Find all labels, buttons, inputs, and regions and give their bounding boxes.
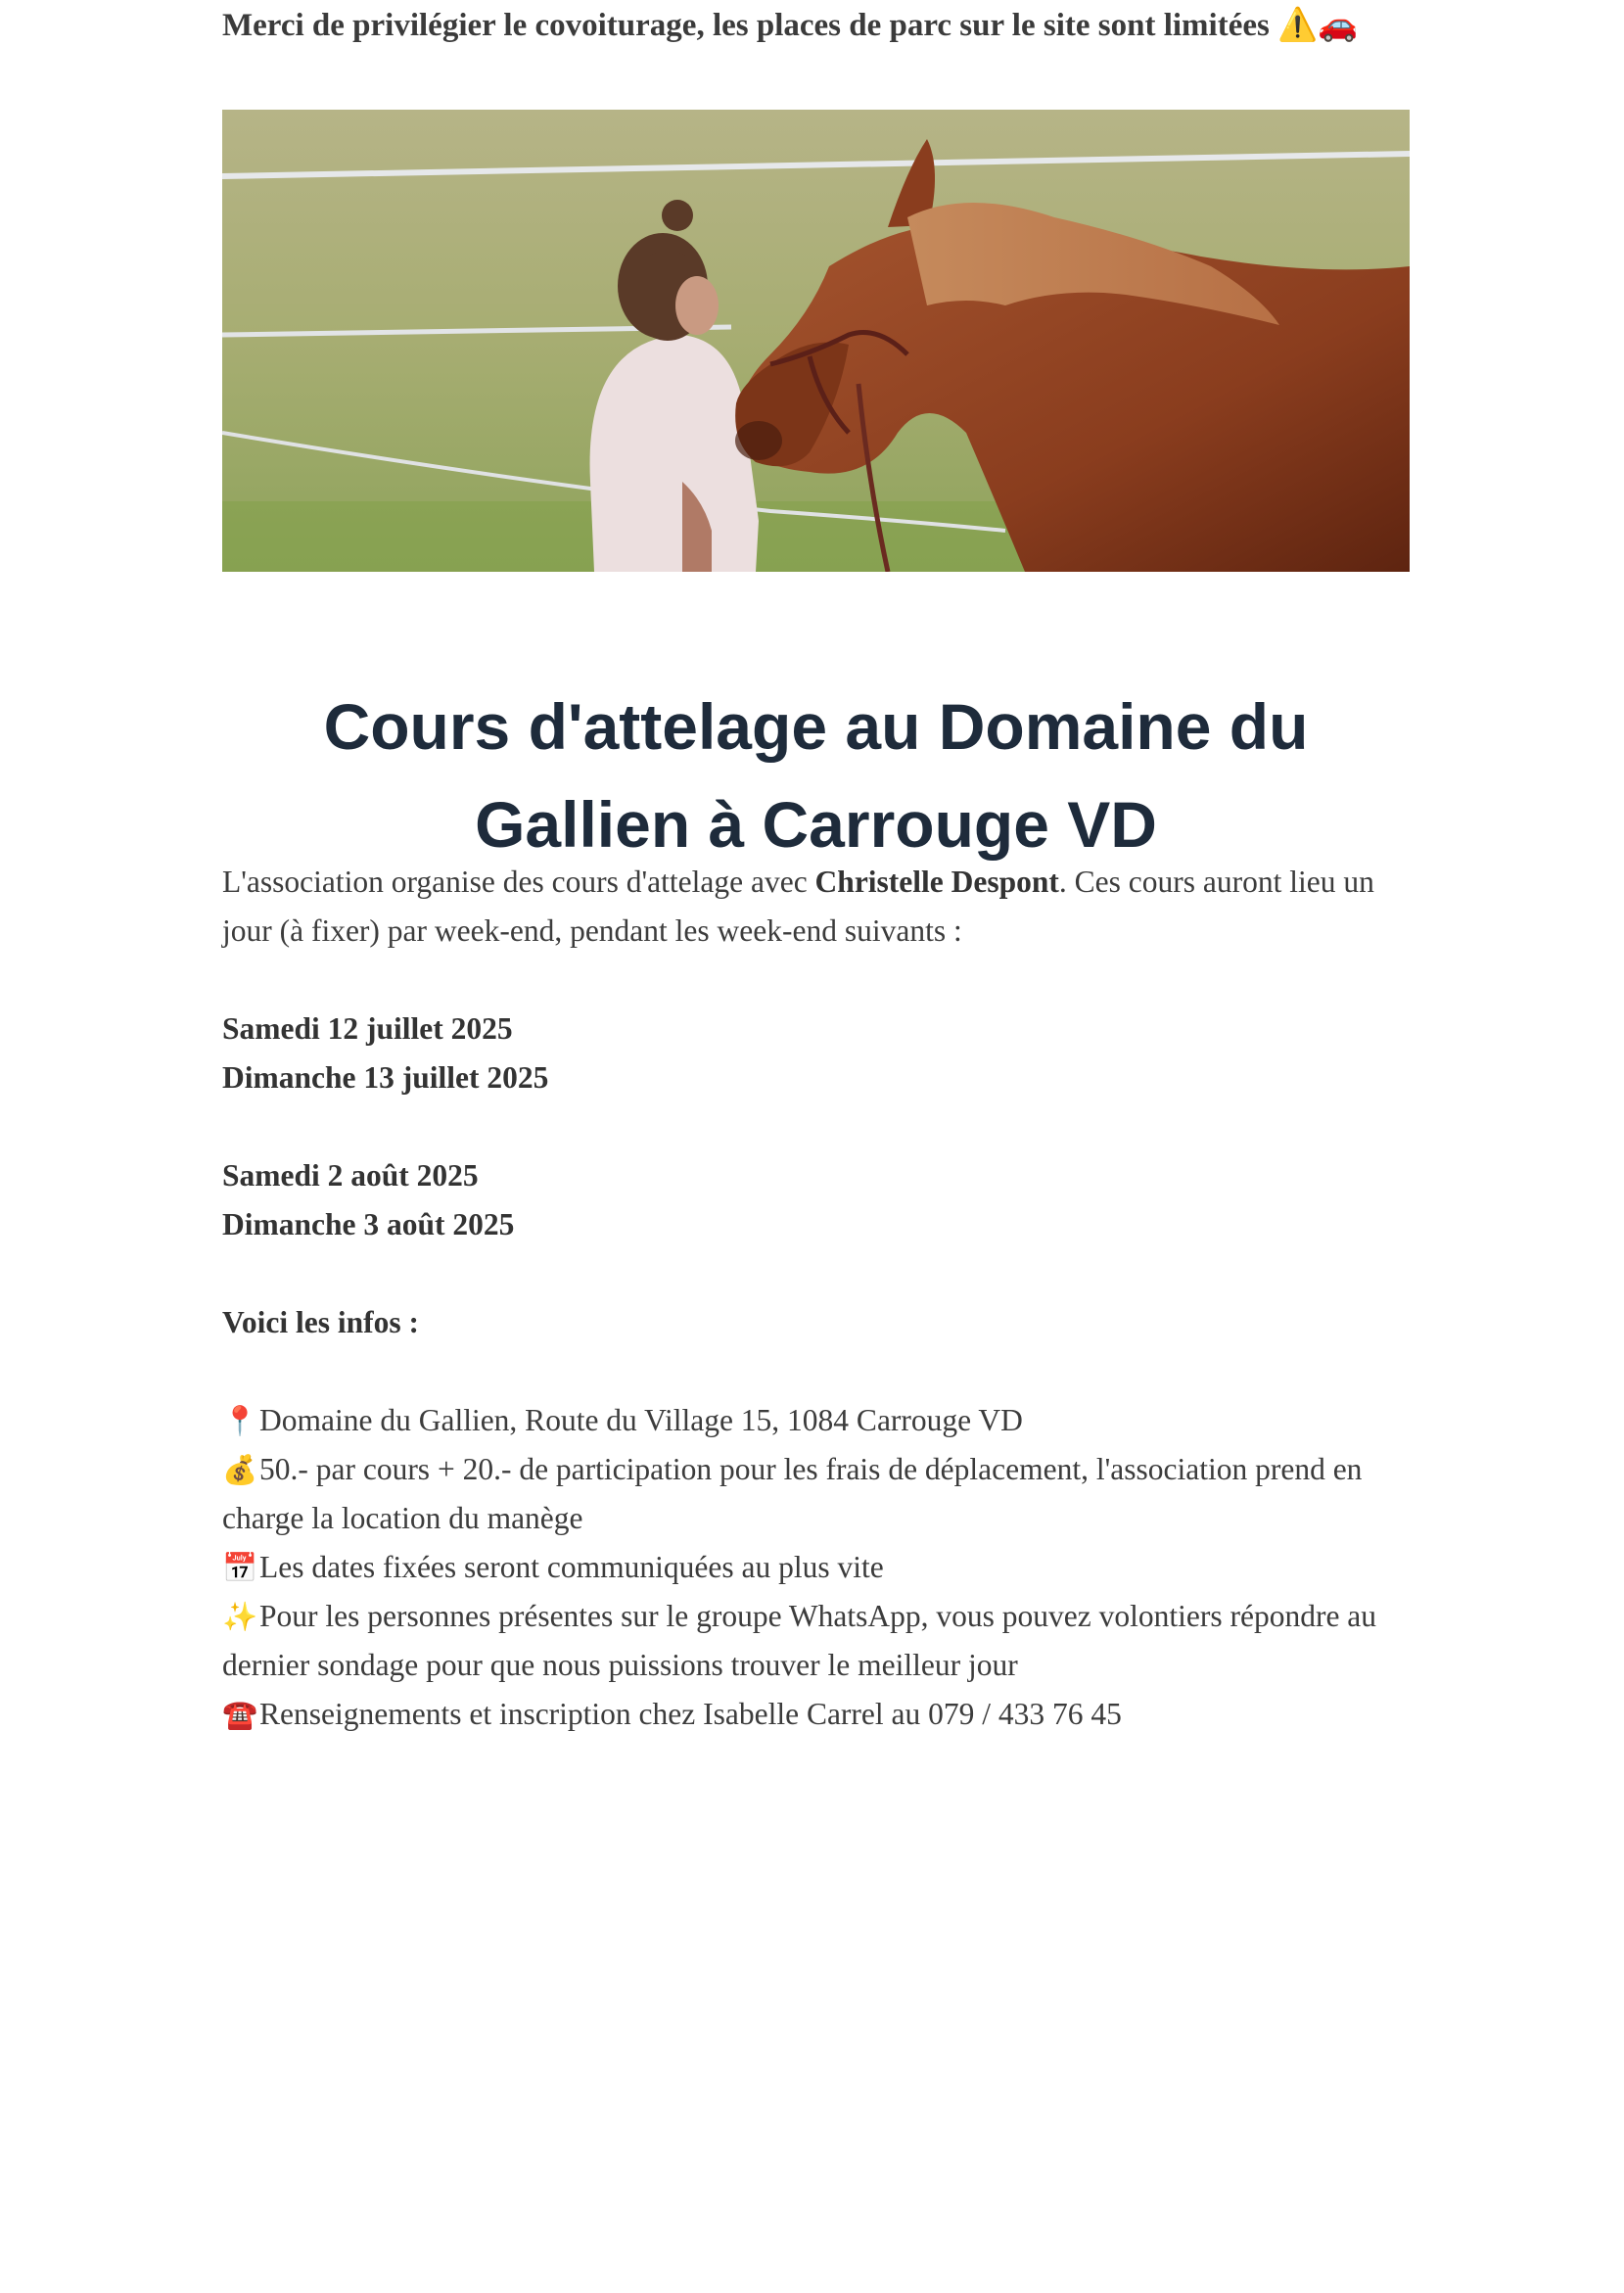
hero-image (222, 110, 1410, 572)
article-body (222, 858, 1410, 1739)
page-title (222, 678, 1410, 873)
notice-text: Merci de privilégier le covoiturage, les places de parc sur le site sont limitées (222, 8, 1270, 43)
telephone-icon: ☎️ (222, 1698, 258, 1731)
infos-heading: Voici les infos : (222, 1305, 419, 1339)
info-contact (222, 1690, 1410, 1739)
date-item: Samedi 12 juillet 2025 (222, 1011, 513, 1046)
intro-paragraph (222, 858, 1410, 956)
date-item: Dimanche 3 août 2025 (222, 1207, 515, 1241)
date-item: Samedi 2 août 2025 (222, 1158, 479, 1193)
title-line-1: Cours d'attelage au Domaine du (323, 690, 1309, 764)
pin-icon: 📍 (222, 1404, 258, 1437)
info-text: Les dates fixées seront communiquées au plus vite (259, 1550, 884, 1584)
intro-part-1: L'association organise des cours d'attelage avec (222, 865, 815, 899)
info-price (222, 1445, 1410, 1543)
info-dates (222, 1543, 1410, 1592)
carpool-notice (222, 4, 1358, 46)
info-whatsapp (222, 1592, 1410, 1690)
date-item: Dimanche 13 juillet 2025 (222, 1060, 549, 1095)
title-line-2: Gallien à Carrouge VD (475, 788, 1157, 862)
intro-part-2: . Ces cours auront lieu un jour (à fixer) par week-end, pendant les week-end suivants : (222, 865, 1374, 948)
info-text: Renseignements et inscription chez Isabelle Carrel au 079 / 433 76 45 (259, 1697, 1122, 1731)
info-text: Pour les personnes présentes sur le groupe WhatsApp, vous pouvez volontiers répondre au dernier sondage pour que nous puissions trouver le meilleur jour (222, 1599, 1377, 1682)
horse-photo-icon (222, 110, 1410, 572)
calendar-icon: 📅 (222, 1551, 258, 1584)
info-text: Domaine du Gallien, Route du Village 15, 1084 Carrouge VD (259, 1403, 1023, 1437)
warning-car-icon: ⚠️🚗 (1277, 5, 1359, 43)
sparkles-icon: ✨ (222, 1600, 258, 1633)
instructor-name: Christelle Despont (814, 865, 1059, 899)
money-bag-icon: 💰 (222, 1453, 258, 1486)
info-location (222, 1396, 1410, 1445)
info-text: 50.- par cours + 20.- de participation pour les frais de déplacement, l'association prend en charge la location du manège (222, 1452, 1363, 1535)
